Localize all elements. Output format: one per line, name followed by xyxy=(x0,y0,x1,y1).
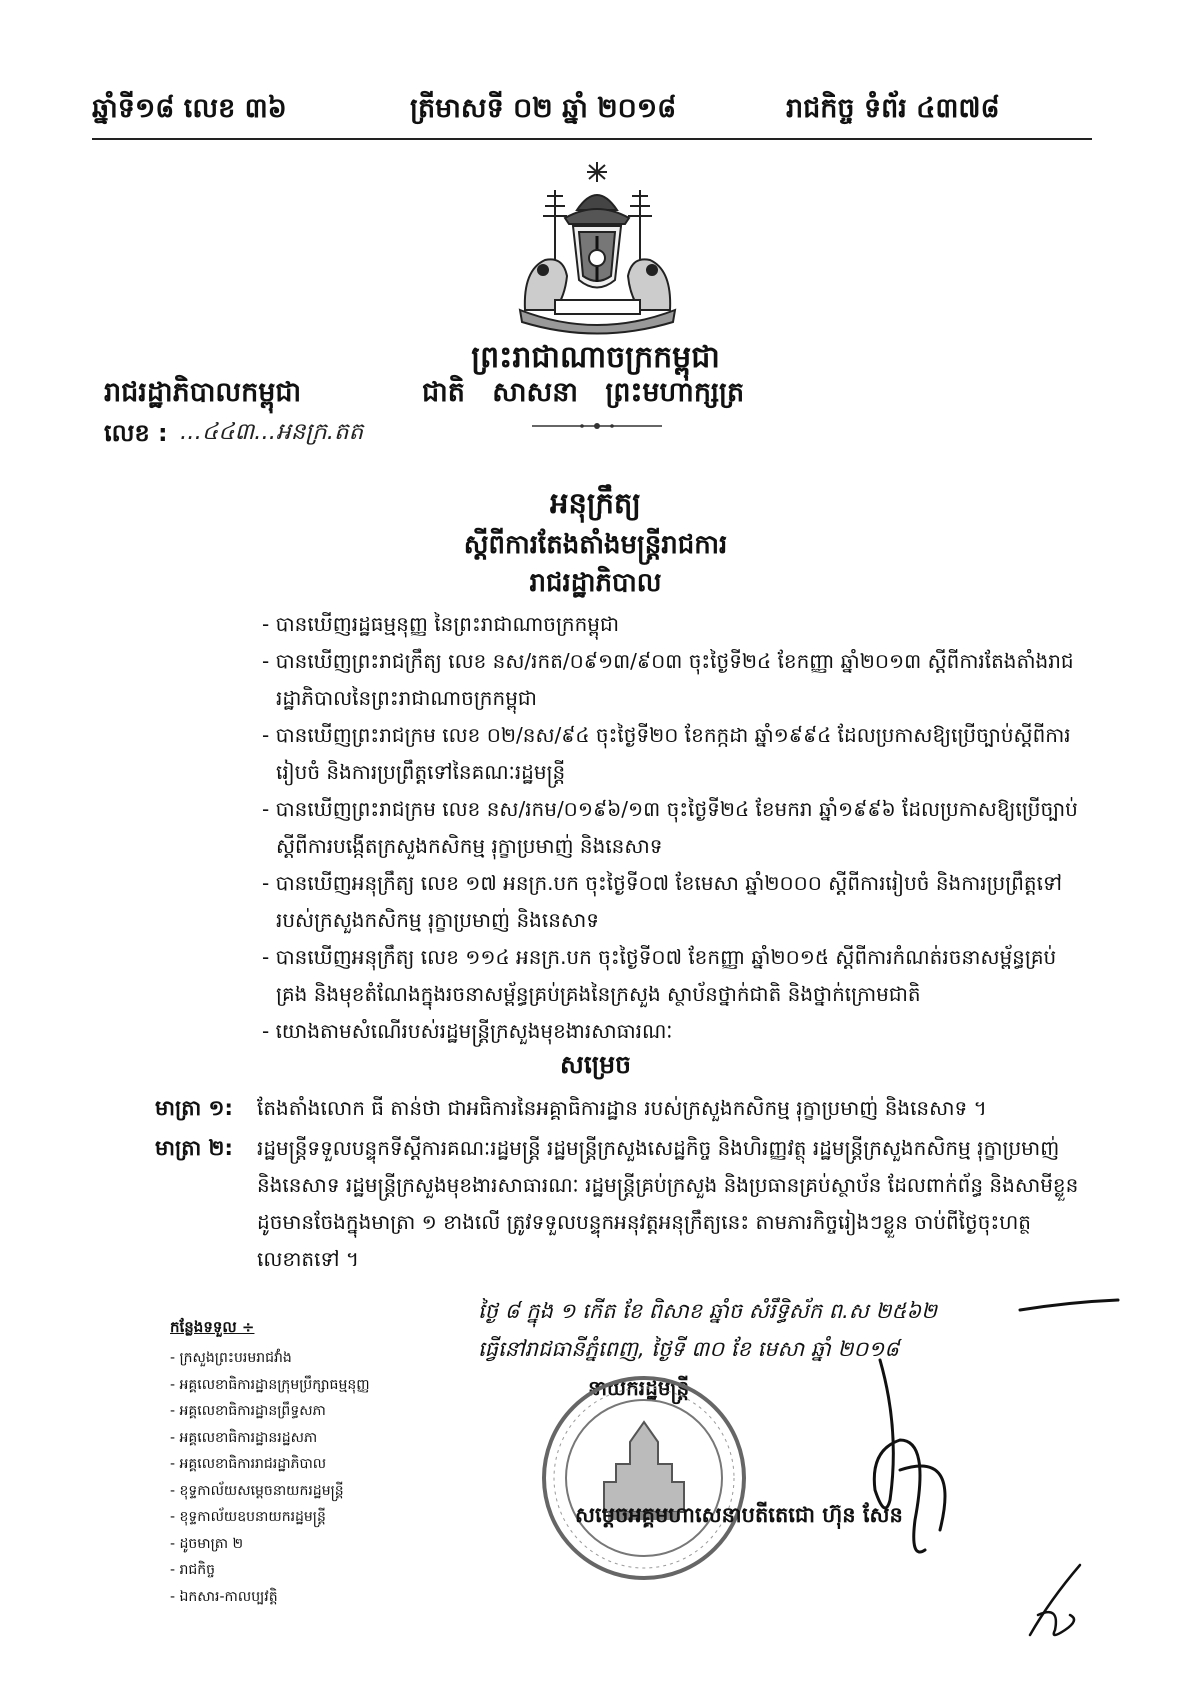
doc-subject: ស្ដីពីការតែងតាំងមន្ត្រីរាជការ xyxy=(463,530,728,560)
header-quarter: ត្រីមាសទី ០២ ឆ្នាំ ២០១៨ xyxy=(410,93,677,124)
doc-type: អនុក្រឹត្យ xyxy=(550,486,641,520)
distribution-item: - ក្រសួងព្រះបរមរាជវាំង xyxy=(170,1350,292,1366)
distribution-heading: កន្លែងទទួល ÷ xyxy=(170,1318,255,1336)
header-page: រាជកិច្ច ទំព័រ ៤៣៧៨ xyxy=(786,93,1000,124)
doc-issuer: រាជរដ្ឋាភិបាល xyxy=(529,568,662,598)
visa-item: - បានឃើញអនុក្រឹត្យ លេខ ១៧ អនក្រ.បក ចុះថ្ងៃទី០៧ ខែមេសា ឆ្នាំ២០០០ ស្ដីពីការរៀបចំ និងការប្រព្រឹត្តទៅរបស់ក្រសួងកសិកម្ម រុក្ខាប្រមាញ់ និងនេសាទ xyxy=(262,871,1062,932)
distribution-item: - ខុទ្ទកាល័យសម្ដេចនាយករដ្ឋមន្ត្រី xyxy=(170,1482,344,1499)
visa-item: - បានឃើញព្រះរាជក្រឹត្យ លេខ នស/រកត/០៩១៣/៩០៣ ចុះថ្ងៃទី២៤ ខែកញ្ញា ឆ្នាំ២០១៣ ស្ដីពីការតែងតាំងរាជរដ្ឋាភិបាលនៃព្រះរាជាណាចក្រកម្ពុជា xyxy=(262,649,1074,710)
government-name: រាជរដ្ឋាភិបាលកម្ពុជា xyxy=(104,377,302,408)
date-lunar: ថ្ងៃ ៨ ក្នុង ១ កើត ខែ ពិសាខ ឆ្នាំច សំរឹទ្ធិស័ក ព.ស ២៥៦២ xyxy=(478,1299,937,1323)
signer-name: សម្ដេចអគ្គមហាសេនាបតីតេជោ ហ៊ុន សែន xyxy=(575,1503,903,1527)
article-2 xyxy=(155,1130,1085,1278)
ornament-divider xyxy=(532,420,662,432)
header-year-issue: ឆ្នាំទី១៨ លេខ ៣៦ xyxy=(92,93,287,124)
royal-emblem-icon xyxy=(515,160,680,340)
distribution-item: - អគ្គលេខាធិការរាជរដ្ឋាភិបាល xyxy=(170,1456,327,1472)
distribution-item: - អគ្គលេខាធិការដ្ឋានរដ្ឋសភា xyxy=(170,1429,318,1446)
doc-number-value: ...៤៤៣...អនក្រ.តត xyxy=(180,419,364,445)
article-text: រដ្ឋមន្ត្រីទទួលបន្ទុកទីស្ដីការគណៈរដ្ឋមន្ត្រី រដ្ឋមន្ត្រីក្រសួងសេដ្ឋកិច្ច និងហិរញ្ញវត្ថុ រដ្ឋមន្ត្រីក្រសួងកសិកម្ម រុក្ខាប្រមាញ់ និងនេសាទ រដ្ឋមន្ត្រីក្រសួងមុខងារសាធារណៈ រដ្ឋមន្ត្រីគ្រប់ក្រសួង និងប្រធានគ្រប់ស្ថាប័ន ដែលពាក់ព័ន្ធ និងសាមីខ្លួនដូចមានចែងក្នុងមាត្រា ១ ខាងលើ ត្រូវទទួលបន្ទុកអនុវត្តអនុក្រឹត្យនេះ តាមភារកិច្ចរៀងៗខ្លួន ចាប់ពីថ្ងៃចុះហត្ថលេខាតទៅ ។ xyxy=(257,1136,1079,1271)
handwritten-signature xyxy=(700,1290,1120,1590)
visa-item: - យោងតាមសំណើរបស់រដ្ឋមន្ត្រីក្រសួងមុខងារសាធារណៈ xyxy=(262,1019,673,1043)
visa-item: - បានឃើញព្រះរាជក្រម លេខ ០២/នស/៩៤ ចុះថ្ងៃទី២០ ខែកក្កដា ឆ្នាំ១៩៩៤ ដែលប្រកាសឱ្យប្រើច្បាប់ស្ដីពីការរៀបចំ និងការប្រព្រឹត្តទៅនៃគណៈរដ្ឋមន្ត្រី xyxy=(262,723,1071,784)
pm-title: នាយករដ្ឋមន្ត្រី xyxy=(588,1376,690,1400)
distribution-item: - ឯកសារ-កាលប្បវត្តិ xyxy=(170,1588,278,1605)
handwritten-initials xyxy=(1010,1560,1110,1640)
visa-item: - បានឃើញរដ្ឋធម្មនុញ្ញ នៃព្រះរាជាណាចក្រកម្ពុជា xyxy=(262,612,620,636)
distribution-item: - អគ្គលេខាធិការដ្ឋានក្រុមប្រឹក្សាធម្មនុញ្ញ xyxy=(170,1376,370,1393)
decision-heading: សម្រេច xyxy=(560,1050,631,1079)
header-rule xyxy=(92,138,1092,140)
doc-number-label: លេខ : xyxy=(104,419,168,447)
motto-religion: សាសនា xyxy=(492,377,578,408)
distribution-item: - ខុទ្ទកាល័យឧបនាយករដ្ឋមន្ត្រី xyxy=(170,1509,326,1525)
distribution-item: - អគ្គលេខាធិការដ្ឋានព្រឹទ្ធសភា xyxy=(170,1403,326,1419)
distribution-item: - រាជកិច្ច xyxy=(170,1562,216,1578)
visa-list xyxy=(262,606,1082,1050)
article-label: មាត្រា ១: xyxy=(155,1096,233,1120)
date-solar: ធ្វើនៅរាជធានីភ្នំពេញ, ថ្ងៃទី ៣០ ខែ មេសា ឆ្នាំ ២០១៨ xyxy=(478,1337,899,1361)
article-1 xyxy=(155,1090,1085,1127)
article-label: មាត្រា ២: xyxy=(155,1136,233,1160)
distribution-item: - ដូចមាត្រា ២ xyxy=(170,1535,244,1552)
motto-nation: ជាតិ xyxy=(422,377,465,408)
article-text: តែងតាំងលោក ធី តាន់ថា ជាអធិការនៃអគ្គាធិការដ្ឋាន របស់ក្រសួងកសិកម្ម រុក្ខាប្រមាញ់ និងនេសាទ ។ xyxy=(257,1096,987,1120)
motto-king: ព្រះមហាក្សត្រ xyxy=(605,377,745,408)
kingdom-name: ព្រះរាជាណាចក្រកម្ពុជា xyxy=(471,340,720,375)
distribution-list xyxy=(170,1345,370,1610)
visa-item: - បានឃើញអនុក្រឹត្យ លេខ ១១៤ អនក្រ.បក ចុះថ្ងៃទី០៧ ខែកញ្ញា ឆ្នាំ២០១៥ ស្ដីពីការកំណត់រចនាសម្ព័ន្ធគ្រប់គ្រង និងមុខតំណែងក្នុងរចនាសម្ព័ន្ធគ្រប់គ្រងនៃក្រសួង ស្ថាប័នថ្នាក់ជាតិ និងថ្នាក់ក្រោមជាតិ xyxy=(262,945,1057,1006)
motto xyxy=(422,376,744,415)
visa-item: - បានឃើញព្រះរាជក្រម លេខ នស/រកម/០១៩៦/១៣ ចុះថ្ងៃទី២៤ ខែមករា ឆ្នាំ១៩៩៦ ដែលប្រកាសឱ្យប្រើច្បាប់ ស្ដីពីការបង្កើតក្រសួងកសិកម្ម រុក្ខាប្រមាញ់ និងនេសាទ xyxy=(262,797,1078,858)
